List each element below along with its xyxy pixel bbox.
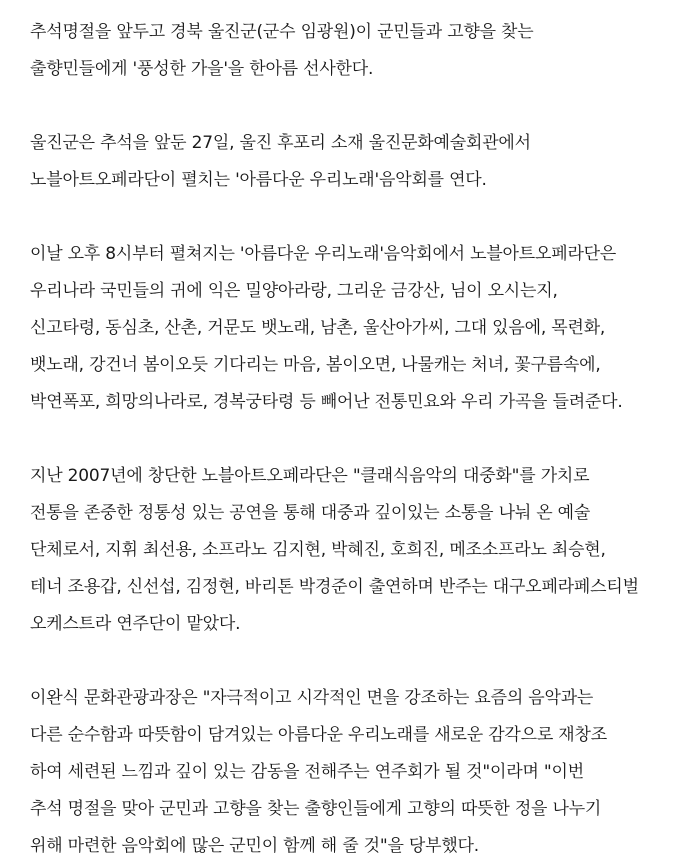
text-line: 오케스트라 연주단이 맡았다. xyxy=(30,614,241,634)
paragraph-quote xyxy=(30,680,695,865)
text-line: 단체로서, 지휘 최선용, 소프라노 김지현, 박혜진, 호희진, 메조소프라노 최승현, xyxy=(30,540,606,560)
paragraph-intro xyxy=(30,14,695,88)
text-line: 출향민들에게 '풍성한 가을'을 한아름 선사한다. xyxy=(30,59,374,79)
text-line: 추석 명절을 맞아 군민과 고향을 찾는 출향인들에게 고향의 따뜻한 정을 나누기 xyxy=(30,799,602,819)
text-line: 전통을 존중한 정통성 있는 공연을 통해 대중과 깊이있는 소통을 나눠 온 예술 xyxy=(30,503,591,523)
text-line: 신고타령, 동심초, 산촌, 거문도 뱃노래, 남촌, 울산아가씨, 그대 있음에, 목련화, xyxy=(30,318,606,338)
paragraph-performers xyxy=(30,458,695,643)
article-body xyxy=(30,14,695,865)
text-line: 이완식 문화관광과장은 "자극적이고 시각적인 면을 강조하는 요즘의 음악과는 xyxy=(30,688,594,708)
text-line: 하여 세련된 느낌과 깊이 있는 감동을 전해주는 연주회가 될 것"이라며 "이번 xyxy=(30,762,584,782)
text-line: 다른 순수함과 따뜻함이 담겨있는 아름다운 우리노래를 새로운 감각으로 재창조 xyxy=(30,725,607,745)
paragraph-event xyxy=(30,125,695,199)
text-line: 우리나라 국민들의 귀에 익은 밀양아라랑, 그리운 금강산, 님이 오시는지, xyxy=(30,281,558,301)
text-line: 위해 마련한 음악회에 많은 군민이 함께 해 줄 것"을 당부했다. xyxy=(30,836,479,856)
text-line: 이날 오후 8시부터 펼쳐지는 '아름다운 우리노래'음악회에서 노블아트오페라단은 xyxy=(30,244,617,264)
text-line: 울진군은 추석을 앞둔 27일, 울진 후포리 소재 울진문화예술회관에서 xyxy=(30,133,531,153)
text-line: 테너 조용갑, 신선섭, 김정현, 바리톤 박경준이 출연하며 반주는 대구오페라페스티벌 xyxy=(30,577,639,597)
text-line: 뱃노래, 강건너 봄이오듯 기다리는 마음, 봄이오면, 나물캐는 처녀, 꽃구름속에, xyxy=(30,355,601,375)
paragraph-program xyxy=(30,236,695,421)
text-line: 노블아트오페라단이 펼치는 '아름다운 우리노래'음악회를 연다. xyxy=(30,170,487,190)
text-line: 박연폭포, 희망의나라로, 경복궁타령 등 빼어난 전통민요와 우리 가곡을 들려준다. xyxy=(30,392,623,412)
text-line: 지난 2007년에 창단한 노블아트오페라단은 "클래식음악의 대중화"를 가치로 xyxy=(30,466,590,486)
text-line: 추석명절을 앞두고 경북 울진군(군수 임광원)이 군민들과 고향을 찾는 xyxy=(30,22,534,42)
